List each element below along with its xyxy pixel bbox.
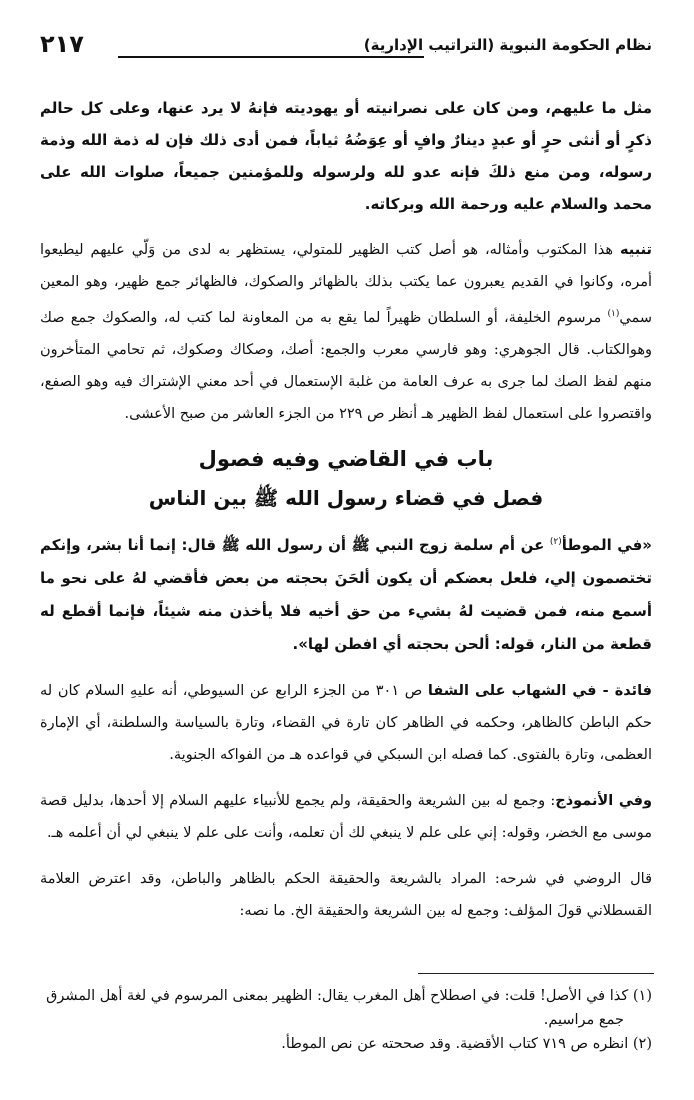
running-title: نظام الحكومة النبوية (التراتيب الإدارية) (363, 36, 652, 54)
note-text-b: مرسوم الخليفة، أو السلطان ظهيراً لما يقع به من المعاونة لما كتب له، والصكوك جمع صك وهوالكتاب. قال الجوهري: وهو فارسي معرب والجمع: أصك، وصكاك وصكوك، ثم تحامي المتأخرون منهم لفظ الصك لما جرى به عرف العامة من غلبة الإستعمال في أحد معني الإشتراك فيه وهو الصفع، واقتصروا على استعمال لفظ الظهير هـ أنظر ص ٢٢٩ من الجزء العاشر من صبح الأعشى. (40, 309, 652, 422)
paragraph-note (40, 234, 652, 430)
paragraph-anmudhaj (40, 785, 652, 849)
footnote-ref-2[interactable]: (٢) (549, 536, 562, 547)
running-header (40, 26, 652, 76)
note-lead: تنبيه (620, 242, 652, 258)
footnote-rule (418, 973, 654, 974)
header-rule (118, 56, 424, 58)
note-text-a: هذا المكتوب وأمثاله، هو أصل كتب الظهير للمتولي، يستظهر به لدى من وَلّي عليهم ليطيعوا أمره، وكانوا في القديم يعبرون عما يكتب بذلك بالظهائر والصكوك، فالظهائر جمع ظهير، وهو المعين سمي (40, 242, 652, 326)
footnote-1-line-1: (١) كذا في الأصل! قلت: في اصطلاح أهل المغرب يقال: الظهير بمعنى المرسوم في لغة أهل المشرق (46, 988, 652, 1004)
footnote-1-line-2: جمع مراسيم. (543, 1012, 624, 1028)
page-number: ٢١٧ (40, 30, 84, 58)
quote-text-a: «في الموطأ (561, 535, 652, 554)
chapter-title: باب في القاضي وفيه فصول (198, 446, 494, 471)
footnote-ref-1[interactable]: (١) (607, 309, 620, 319)
subchapter-title: فصل في قضاء رسول الله ﷺ بين الناس (148, 485, 544, 510)
paragraph-rawdi: قال الروضي في شرحه: المراد بالشريعة والحقيقة الحكم بالظاهر والباطن، وقد اعترض العلامة القسطلاني قولَ المؤلف: وجمع له بين الشريعة والحقيقة الخ. ما نصه: (40, 870, 652, 919)
footnotes (40, 984, 652, 1056)
paragraph-benefit (40, 675, 652, 771)
page-body (40, 92, 652, 927)
anmudhaj-text: : وجمع له بين الشريعة والحقيقة، ولم يجمع للأنبياء عليهم السلام إلا أحدها، بدليل قصة موسى مع الخضر، وقوله: إني على علم لا ينبغي لك أن تعلمه، وأنت على علم لا ينبغي لي أن أعلمه هـ. (40, 792, 652, 841)
benefit-lead: فائدة - في الشهاب على الشفا (427, 682, 653, 699)
anmudhaj-lead: وفي الأنموذج (555, 792, 653, 809)
paragraph-letter-ending: مثل ما عليهم، ومن كان على نصرانيته أو يهوديته فإنهُ لا يرد عنها، وعلى كل حالم ذكرٍ أو أنثى حرٍ أو عبدٍ دينارٌ وافٍ أو عِوَضُهُ ثياباً، فمن أدى ذلك فإن له ذمة الله وذمة رسوله، ومن منع ذلكَ فإنه عدو لله ولرسوله وللمؤمنين جميعاً، صلوات الله على محمد والسلام عليه ورحمة الله وبركاته. (40, 99, 652, 213)
benefit-text: ص ٣٠١ من الجزء الرابع عن السيوطي، أنه عليهِ السلام كان له حكم الباطن كالظاهر، وحكمه في الظاهر كان تارة في القضاء، وتارة بالسياسة والسلطنة، أي الإمارة العظمى، وتارة بالفتوى. كما فصله ابن السبكي في قواعده هـ من الفواكه الجنوية. (40, 682, 652, 763)
footnote-2: (٢) انظره ص ٧١٩ كتاب الأقضية. وقد صححته عن نص الموطأ. (281, 1036, 652, 1052)
footnote-1 (40, 984, 652, 1032)
hadith-quote (40, 526, 652, 661)
quote-text-b: عن أم سلمة زوج النبي ﷺ أن رسول الله ﷺ قال: إنما أنا بشر، وإنكم تختصمون إلي، فلعل بعضكم أن يكون ألحَنَ بحجته من بعض فأقضي لهُ على نحو ما أسمع منه، فمن قضيت لهُ بشيء من حق أخيه فلا يأخذن منه شيئاً، فإنما أقطع له قطعة من النار، قوله: ألحن بحجته أي افطن لها». (40, 535, 652, 653)
